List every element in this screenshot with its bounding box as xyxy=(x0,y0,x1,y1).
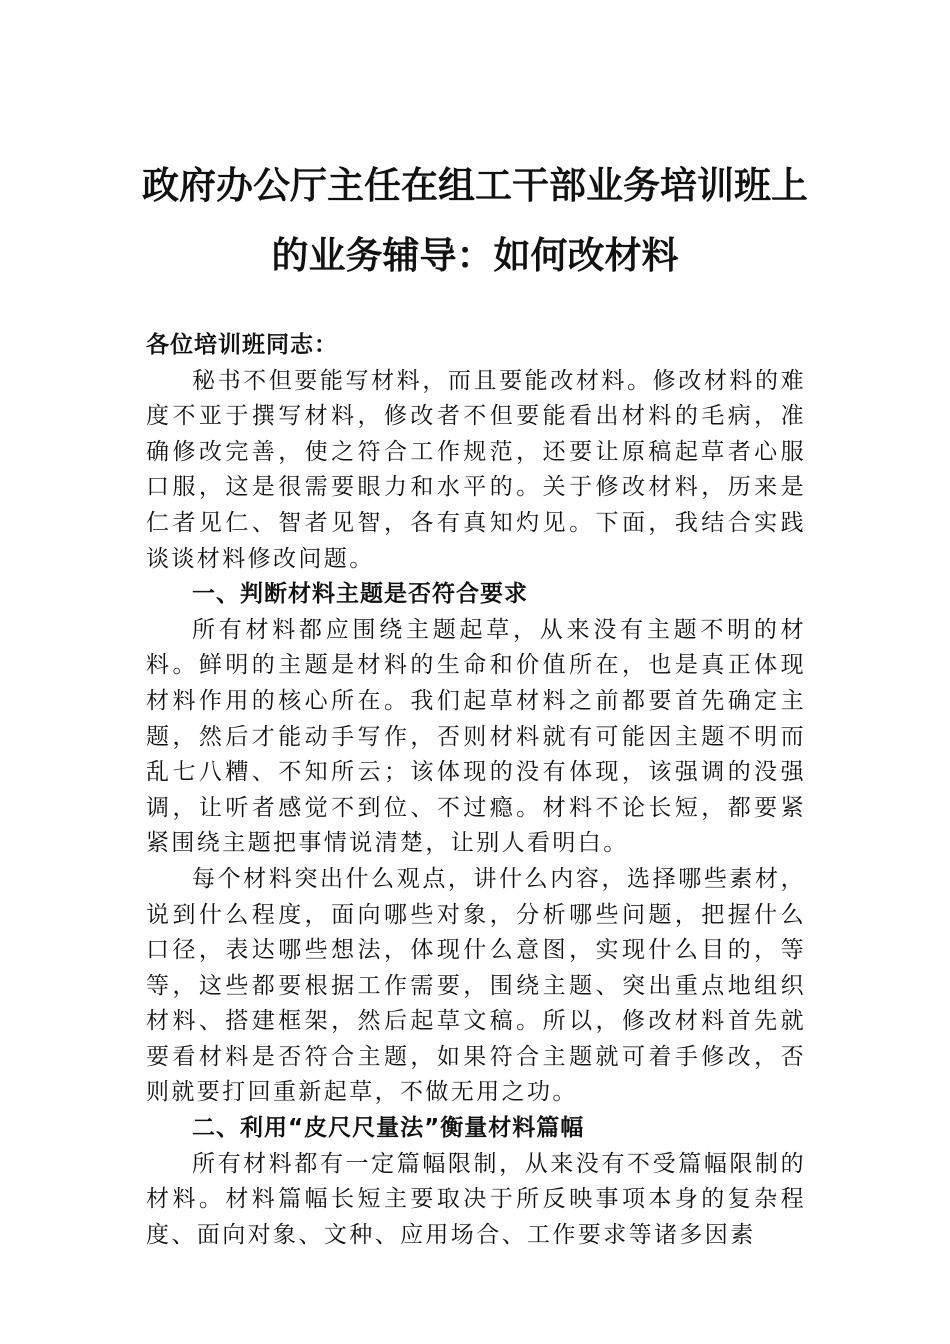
section-1-paragraph-2: 每个材料突出什么观点，讲什么内容，选择哪些素材，说到什么程度，面向哪些对象，分析哪些问题，把握什么口径，表达哪些想法，体现什么意图，实现什么目的，等等，这些都要根据工作需要，围绕主题、突出重点地组织材料、搭建框架，然后起草文稿。所以，修改材料首先就要看材料是否符合主题，如果符合主题就可着手修改，否则就要打回重新起草，不做无用之功。 xyxy=(146,865,806,1106)
intro-paragraph: 秘书不但要能写材料，而且要能改材料。修改材料的难度不亚于撰写材料，修改者不但要能看出材料的毛病，准确修改完善，使之符合工作规范，还要让原稿起草者心服口服，这是很需要眼力和水平的。关于修改材料，历来是仁者见仁、智者见智，各有真知灼见。下面，我结合实践谈谈材料修改问题。 xyxy=(146,367,806,572)
salutation: 各位培训班同志： xyxy=(146,332,338,358)
document-title-line-1: 政府办公厅主任在组工干部业务培训班上 xyxy=(142,163,808,207)
section-1-paragraph-1: 所有材料都应围绕主题起草，从来没有主题不明的材料。鲜明的主题是材料的生命和价值所在，也是真正体现材料作用的核心所在。我们起草材料之前都要首先确定主题，然后才能动手写作，否则材料就有可能因主题不明而乱七八糟、不知所云；该体现的没有体现，该强调的没强调，让听者感觉不到位、不过瘾。材料不论长短，都要紧紧围绕主题把事情说清楚，让别人看明白。 xyxy=(146,616,806,857)
document-body xyxy=(146,328,806,1253)
section-2-heading: 二、利用“皮尺尺量法”衡量材料篇幅 xyxy=(192,1115,585,1142)
section-1-heading: 一、判断材料主题是否符合要求 xyxy=(192,581,528,608)
section-2-paragraph-1: 所有材料都有一定篇幅限制，从来没有不受篇幅限制的材料。材料篇幅长短主要取决于所反映事项本身的复杂程度、面向对象、文种、应用场合、工作要求等诸多因素 xyxy=(146,1150,806,1248)
document-title-line-2: 的业务辅导：如何改材料 xyxy=(271,233,679,277)
